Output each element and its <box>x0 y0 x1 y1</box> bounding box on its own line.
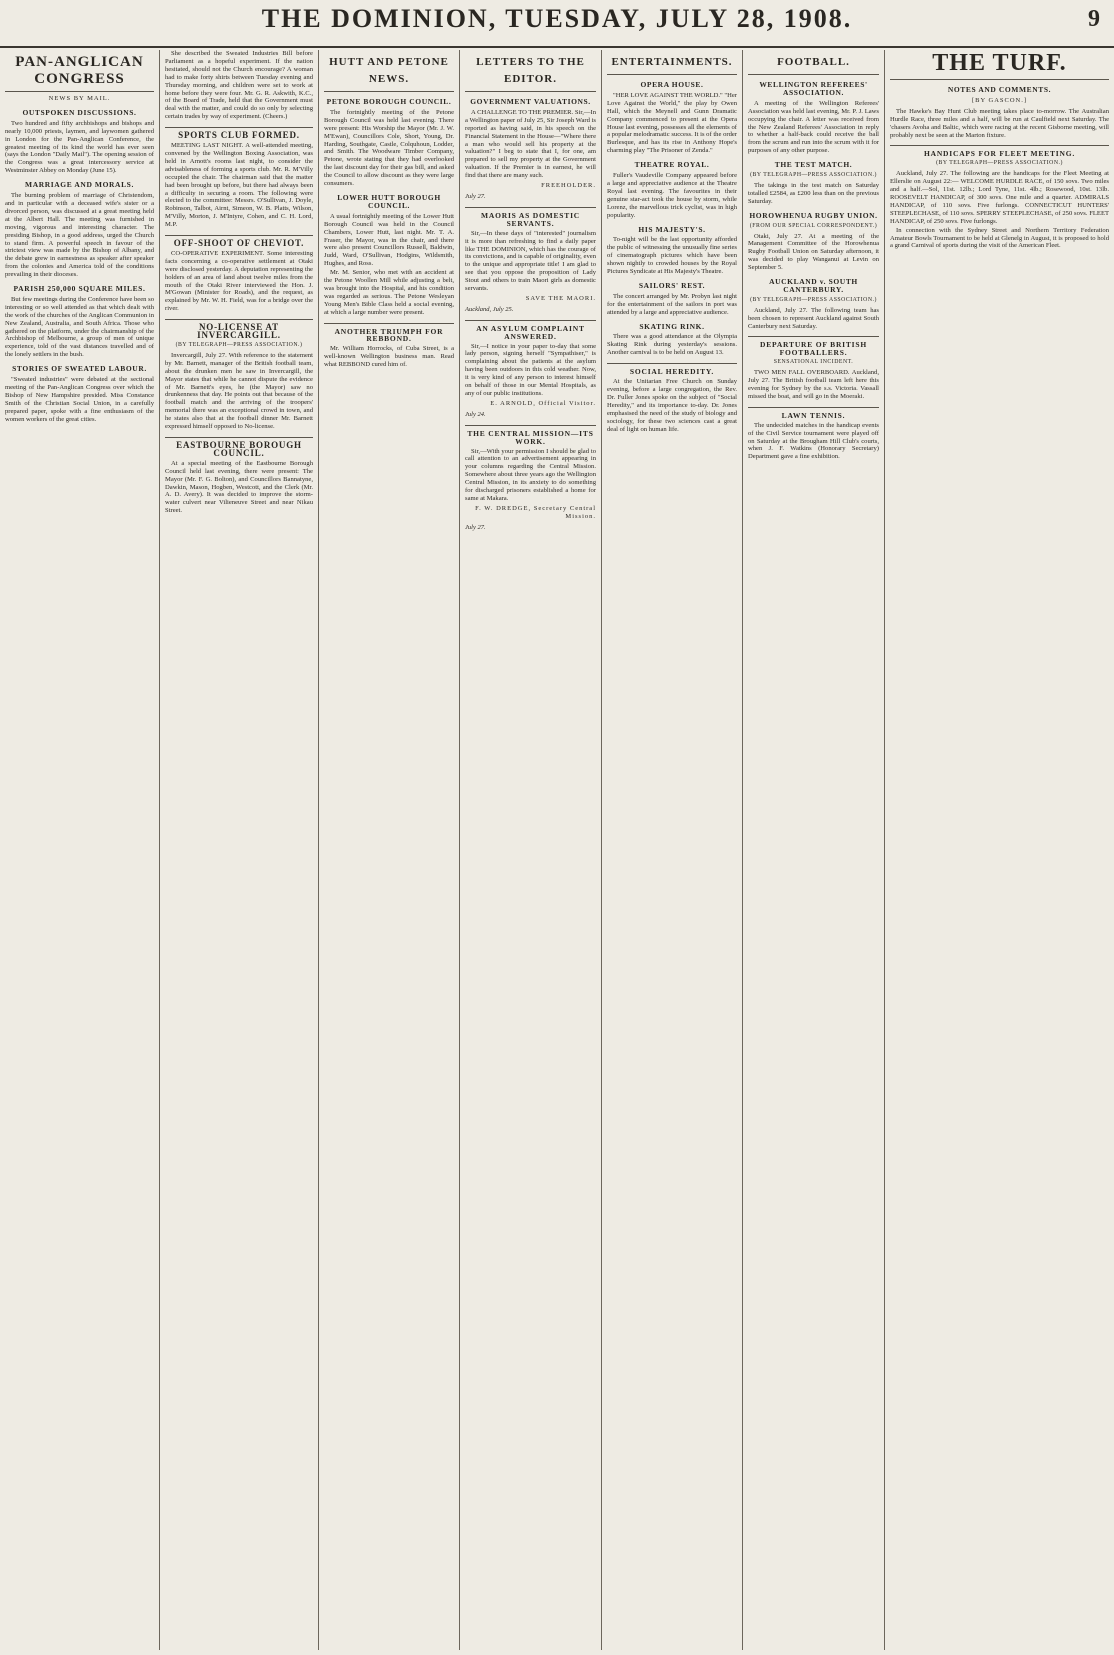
column-football <box>742 50 884 1650</box>
telegraph-line: (BY TELEGRAPH—PRESS ASSOCIATION.) <box>175 342 303 348</box>
column-hutt-petone <box>318 50 459 1650</box>
article-body: CO-OPERATIVE EXPERIMENT. Some interesting facts concerning a co-operative settlement at Otaki were disclosed yesterday. A deputation representing the holders of an area of land about twelve miles from the mouth of the Otaki River interviewed the Hon. J. M'Gowan (Minister for Roads), and the request, as explained by Mr. W. H. Field, was for a bridge over the river. <box>165 249 313 313</box>
article-subhead: GOVERNMENT VALUATIONS. <box>470 97 591 106</box>
article-subhead: WELLINGTON REFEREES' ASSOCIATION. <box>759 80 868 97</box>
article-body: The concert arranged by Mr. Probyn last night for the entertainment of the sailors in port was attended by a large and appreciative audience. <box>607 292 737 316</box>
letter-date: July 27. <box>465 192 486 200</box>
letter-body: A CHALLENGE TO THE PREMIER. Sir,—In a Wellington paper of July 25, Sir Joseph Ward is reported as having said, in his speech on the Financial Statement in the House—"Where there a man who would sell his property at the valuation?" I beg to state that I, for one, am prepared to sell my property at the Government valuation. If the Premier is in earnest, he will find that there are many such. <box>465 108 596 180</box>
article-body: In connection with the Sydney Street and Northern Territory Federation Amateur Bowls Tournament to be held at Glenelg in August, it is proposed to hold a grand Carnival of sports during the visit of the American Fleet. <box>890 226 1109 250</box>
column-pan-anglican <box>0 50 159 1650</box>
article-body: "Sweated industries" were debated at the sectional meeting of the Pan-Anglican Congress over which the Bishop of New Hampshire presided. Miss Constance Smith of the Christian Social Union, in a carefully prepared paper, spoke with a fine enthusiasm of the women workers of the great cities. <box>5 376 154 423</box>
telegraph-line: (FROM OUR SPECIAL CORRESPONDENT.) <box>749 222 878 229</box>
article-subhead: HOROWHENUA RUGBY UNION. <box>749 210 878 220</box>
letter-date: Auckland, July 25. <box>465 305 514 313</box>
letter-signature: FREEHOLDER. <box>541 182 596 190</box>
column-entertainments <box>601 50 742 1650</box>
article-subhead: PETONE BOROUGH COUNCIL. <box>326 97 452 106</box>
article-heading: DEPARTURE OF BRITISH FOOTBALLERS. <box>748 336 879 357</box>
newspaper-title: THE DOMINION, TUESDAY, JULY 28, 1908. <box>261 4 853 33</box>
article-body: The undecided matches in the handicap events of the Civil Service tournament were played off on Saturday at the Brougham Hill Club's courts, when J. F. Watkins (Honorary Secretary) Department gave a fine exhibition. <box>748 421 879 461</box>
article-heading: SPORTS CLUB FORMED. <box>165 127 313 140</box>
article-heading: ANOTHER TRIUMPH FOR REBBOND. <box>324 323 454 344</box>
article-subhead: AUCKLAND v. SOUTH CANTERBURY. <box>769 277 858 294</box>
page-number: 9 <box>1088 6 1100 32</box>
article-heading: THE CENTRAL MISSION—ITS WORK. <box>465 425 596 446</box>
article-subhead: THEATRE ROYAL. <box>634 160 710 170</box>
article-subhead: HIS MAJESTY'S. <box>638 224 706 234</box>
article-subhead: LOWER HUTT BOROUGH COUNCIL. <box>337 192 441 210</box>
article-body: The takings in the test match on Saturday totalled £2584, as £200 less than on the previous Saturday. <box>748 181 879 205</box>
article-subhead: NOTES AND COMMENTS. <box>947 85 1052 94</box>
article-body: Auckland, July 27. The following are the handicaps for the Fleet Meeting at Ellerslie on August 22:— WELCOME HURDLE RACE, of 150 sovs. Two miles and a half.—Sol, 11st. 12lb.; Lord Tyne, 11st. 4lb.; Rosewood, 10st. 13lb. ROOSEVELT HANDICAP, of 300 sovs. One mile and a quarter. ADMIRALS HANDICAP, of 110 sovs. Five furlongs. CONNECTICUT HUNTERS' STEEPLECHASE, of 110 sovs. SPERRY STEEPLECHASE, of 250 sovs. FLEET HANDICAP, of 250 sovs. Five furlongs. <box>890 170 1109 225</box>
article-heading: OFF-SHOOT OF CHEVIOT. <box>165 235 313 248</box>
column-letters <box>459 50 601 1650</box>
article-body: The burning problem of marriage of Christendom, and in particular with a deceased wife's sister or a divorced person, was discussed at a great meeting held at the Albert Hall. The meeting was furnished in moving, vigorous and interesting character. The presiding Bishop, in a good address, urged the Church to stand firm. A powerful speech in favour of the strictest view was made by the Bishop of Albany, and the debate grew in earnestness as speaker after speaker from the colonies and America told of the conditions prevailing in their dioceses. <box>5 192 154 279</box>
article-heading: HANDICAPS FOR FLEET MEETING. <box>890 145 1109 158</box>
article-body: Mr. William Horrocks, of Cuba Street, is a well-known Wellington business man. Read what REBBOND cured him of. <box>324 345 454 369</box>
article-body: The fortnightly meeting of the Petone Borough Council was held last evening. There were present: His Worship the Mayor (Mr. J. W. M'Ewan), Councillors Cole, Short, Young, Dr. Harding, Southgate, Castle, Colquhoun, Lodder, and Smith. The Woodware Timber Company, Petone, wrote stating that they had overlooked the last discount day for their gas bill, and asked the Council to allow discount as they were large consumers. <box>324 108 454 188</box>
column-local-news <box>159 50 318 1650</box>
letter-body: Sir,—With your permission I should be glad to call attention to an advertisement appearing in your columns regarding the Central Mission. Somewhere about three years ago the Wellington Central Mission, in its anxiety to do something for discharged prisoners established a home for same at Makara. <box>465 447 596 502</box>
article-heading: AN ASYLUM COMPLAINT ANSWERED. <box>465 320 596 341</box>
column-heading: HUTT AND PETONE NEWS. <box>324 50 454 92</box>
article-body: TWO MEN FALL OVERBOARD. Auckland, July 27. The British football team left here this evening for Sydney by the s.s. Victoria. Vassall missed the boat, and will go in the Moeraki. <box>748 369 879 400</box>
article-body: To-night will be the last opportunity afforded the public of witnessing the unusually fine series of cinematograph pictures which have been shown nightly to crowded houses by the Royal Pictures Syndicate at His Majesty's Theatre. <box>607 236 737 276</box>
letter-date: July 27. <box>465 523 486 531</box>
article-body: Fuller's Vaudeville Company appeared before a large and appreciative audience at the Theatre Royal last evening. The favourites in their genuine star-act took the house by storm, while Lorenz, the marvellous trick cyclist, was in high popularity. <box>607 172 737 219</box>
article-body: A usual fortnightly meeting of the Lower Hutt Borough Council was held in the Council Chambers, Lower Hutt, last night. Mr. T. A. Fraser, the Mayor, was in the chair, and there were also present Councillors Russell, Baldwin, Judd, Ward, O'Sullivan, Hodgins, Wildsmith, Hughes, and Ross. <box>324 212 454 268</box>
article-body: There was a good attendance at the Olympia Skating Rink during yesterday's sessions. Another carnival is to be held on August 13. <box>607 333 737 357</box>
letter-body: Sir,—I notice in your paper to-day that some lady person, signing herself "Sympathiser," is complaining about the patients at the asylum having been outdoors in this cold weather. Now, it is very kind of any person to interest himself on behalf of those in our Mental Hospitals, as any of our public institutions. <box>465 342 596 397</box>
column-heading: FOOTBALL. <box>748 50 879 75</box>
article-body: MEETING LAST NIGHT. A well-attended meeting, convened by the Wellington Boxing Association, was held in Arnott's rooms last night, to consider the advisableness of forming a sports club. Mr. R. M'Villy occupied the chair. The chairman said that the matter had been brought up before, but there had always been a difficulty in securing a room. The following were elected to the committee: Messrs. O'Sullivan, J. Doyle, Robinson, Talbot, Airnt, Simeon, W. B. Platts, Wilson, M'Villy, Morton, J. M'Intyre, Cohen, and C. H. Lord, M.P. <box>165 142 313 229</box>
article-heading: MAORIS AS DOMESTIC SERVANTS. <box>465 207 596 228</box>
article-body: Mr. M. Senior, who met with an accident at the Petone Woollen Mill while adjusting a belt, was brought into the Hospital, and his condition was regarded as serious. The Petone Wesleyan Young Men's Bible Class held a social evening, at which a large number were present. <box>324 269 454 316</box>
article-subhead: THE TEST MATCH. <box>774 160 853 170</box>
article-subhead: OUTSPOKEN DISCUSSIONS. <box>22 107 137 117</box>
telegraph-line: SENSATIONAL INCIDENT. <box>773 359 854 366</box>
article-subhead: PARISH 250,000 SQUARE MILES. <box>13 284 146 294</box>
article-heading: NO-LICENSE AT INVERCARGILL. <box>165 319 313 340</box>
article-subhead: STORIES OF SWEATED LABOUR. <box>12 364 147 374</box>
letter-signature: F. W. DREDGE, Secretary Central Mission. <box>475 504 596 520</box>
column-heading: ENTERTAINMENTS. <box>607 50 737 75</box>
letter-body: Sir,—In these days of "interested" journalism it is more than refreshing to find a daily paper like THE DOMINION, which has the courage of its convictions, and is capable of originality, even to the unique and appropriate title! I am glad to see that you oppose the proposition of Lady Stout and others to train Maori girls as domestic servants. <box>465 229 596 293</box>
letter-signature: SAVE THE MAORI. <box>525 294 596 302</box>
article-subhead: SKATING RINK. <box>639 321 705 331</box>
telegraph-line: (BY TELEGRAPH—PRESS ASSOCIATION.) <box>936 160 1063 167</box>
article-body: Invercargill, July 27. With reference to the statement by Mr. Barnett, manager of the British football team, about the drunken men he saw in Invercargill, the Mayor states that while he cannot dispute the evidence of Mr. Barnett's eyes, he (the Mayor) saw no drunkenness that day. He points out that because of the football match and the arriving of the troopers' memorial there was an exceptional crowd in town, and he states also that at the football dinner Mr. Barnett expressed himself opposed to No-license. <box>165 351 313 431</box>
column-byline: NEWS BY MAIL. <box>48 95 111 102</box>
telegraph-line: (BY TELEGRAPH—PRESS ASSOCIATION.) <box>750 296 877 303</box>
column-turf <box>884 50 1114 1650</box>
article-heading: LAWN TENNIS. <box>748 407 879 420</box>
article-body: Otaki, July 27. At a meeting of the Management Committee of the Horowhenua Rugby Football Union on Saturday afternoon, it was decided to play Wanganui at Levin on September 5. <box>748 232 879 272</box>
article-body: "HER LOVE AGAINST THE WORLD." "Her Love Against the World," the play by Owen Hall, which the Meynell and Gunn Dramatic Company commenced to present at the Opera House last evening, possesses all the elements of a popular melodramatic success. It is of the order Burlesque, and has its rise in Anthony Hope's charming play "The Prisoner of Zenda." <box>607 91 737 155</box>
letter-signature: E. ARNOLD, Official Visitor. <box>490 399 596 407</box>
article-body: But few meetings during the Conference have been so interesting or so well attended as that which dealt with the work of the churches of the Anglican Communion in New Zealand, Australia, and South Africa. Those who gathered on the platform, under the chairmanship of the Archbishop of Melbourne, a group of men of unique experience, told of the vast distances travelled and of the lonely settlers in the bush. <box>5 295 154 359</box>
column-heading: PAN-ANGLICAN CONGRESS <box>5 50 154 92</box>
column-heading: THE TURF. <box>890 50 1109 80</box>
telegraph-line: (BY TELEGRAPH—PRESS ASSOCIATION.) <box>750 172 877 179</box>
article-body: Auckland, July 27. The following team has been chosen to represent Auckland against South Canterbury next Saturday. <box>748 306 879 330</box>
column-byline: [BY GASCON.] <box>971 96 1028 104</box>
article-body: At the Unitarian Free Church on Sunday evening, before a large congregation, the Rev. Dr. Fuller Jones spoke on the subject of "Social Heredity," and its importance to-day. Dr. Jones emphasised the need of the study of biology and sociology, for these two sciences cast a great deal of light on human life. <box>607 378 737 433</box>
article-heading: SOCIAL HEREDITY. <box>607 363 737 376</box>
article-body: She described the Sweated Industries Bill before Parliament as a hopeful experiment. If the nation hesitated, should not the Church encourage? A woman had to make forty shirts between Tuesday evening and Thursday morning, and children were set to work at home before they were four. Mr. G. R. Askwith, K.C., of the Board of Trade, held that the Government must deal with the matter, and could do so only by selecting certain trades by way of experiment. (Cheers.) <box>165 50 313 121</box>
article-subhead: OPERA HOUSE. <box>640 80 704 89</box>
article-body: The Hawke's Bay Hunt Club meeting takes place to-morrow. The Australian Hurdle Race, three miles and a half, will be run at Caulfield next Saturday. The 'chasers Avoha and Baltic, which were racing at the recent Gisborne meeting, will probably next be seen at the Marton fixture. <box>890 107 1109 139</box>
article-subhead: SAILORS' REST. <box>638 280 706 290</box>
article-body: At a special meeting of the Eastbourne Borough Council held last evening, there were present: The Mayor (Mr. F. G. Bolton), and Councillors Bannatyne, Dawkin, Mason, Hogben, Westcott, and the Clerk (Mr. A. D. Avery). It was decided to improve the storm-water culvert near Vilieneuve Street and near Nikau Street. <box>165 459 313 515</box>
article-subhead: MARRIAGE AND MORALS. <box>25 180 134 190</box>
masthead <box>0 0 1114 48</box>
column-heading: LETTERS TO THE EDITOR. <box>465 50 596 92</box>
article-heading: EASTBOURNE BOROUGH COUNCIL. <box>165 437 313 458</box>
article-body: Two hundred and fifty archbishops and bishops and nearly 10,000 priests, laymen, and laywomen gathered in London for the Pan-Anglican Conference, the greatest meeting of its kind the world has ever seen (says the London "Daily Mail"). The opening session of the Congress was a great intercessory service at Westminster Abbey on Monday (June 15). <box>5 119 154 175</box>
letter-date: July 24. <box>465 410 486 418</box>
article-body: A meeting of the Wellington Referees' Association was held last evening, Mr. P. J. Laws occupying the chair. A letter was received from the New Zealand Referees' Association in reply to whether a half-back could receive the ball from the scrum and run into the scrum with it for purposes of any other purpose. <box>748 99 879 155</box>
